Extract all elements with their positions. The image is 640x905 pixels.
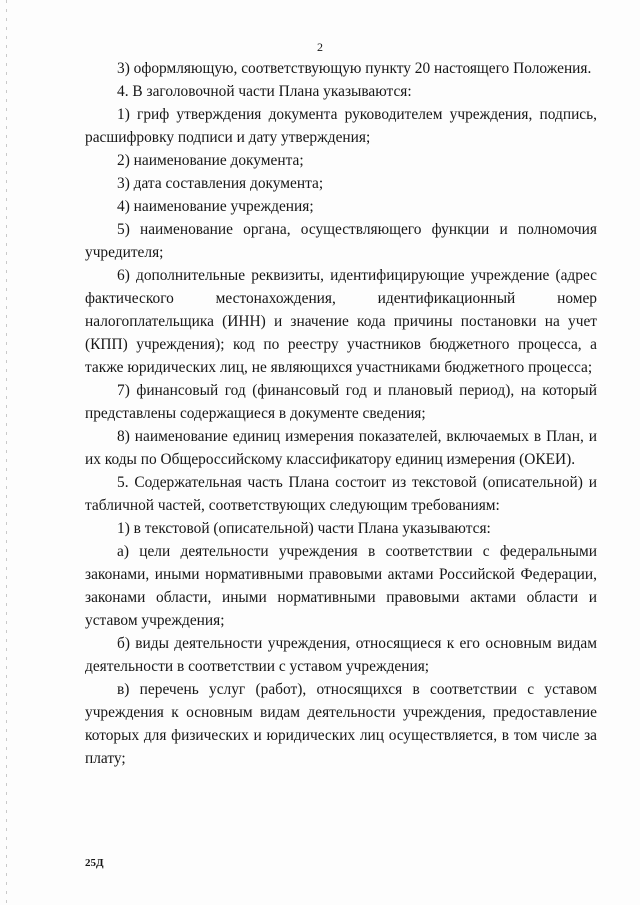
paragraph-section-5-content: 5. Содержательная часть Плана состоит из текстовой (описательной) и табличной частей, соответствующих следующим требованиям: (85, 474, 597, 514)
paragraph-additional-details: 6) дополнительные реквизиты, идентифицирующие учреждение (адрес фактического местонахождения, идентификационный номер налогоплательщика (ИНН) и значение кода причины постановки на учет (КПП) учреждения); код по реестру участников бюджетного процесса, а также юридических лиц, не являющихся участниками бюджетного процесса; (85, 267, 597, 376)
paragraph-activities: б) виды деятельности учреждения, относящиеся к его основным видам деятельности в соответствии с уставом учреждения; (85, 635, 597, 675)
paragraph-document-name: 2) наименование документа; (117, 152, 304, 169)
paragraph-compilation-date: 3) дата составления документа; (117, 175, 324, 192)
paragraph-section-4-header: 4. В заголовочной части Плана указываются: (117, 83, 412, 100)
paragraph-units-of-measure: 8) наименование единиц измерения показателей, включаемых в План, и их коды по Общероссийскому классификатору единиц измерения (ОКЕИ). (85, 428, 597, 468)
scan-edge (6, 0, 7, 905)
paragraph-approval-stamp: 1) гриф утверждения документа руководителем учреждения, подпись, расшифровку подписи и дату утверждения; (85, 106, 597, 146)
page-number: 2 (317, 40, 323, 54)
paragraph-text-part: 1) в текстовой (описательной) части Плана указываются: (117, 520, 491, 537)
paragraph-goals: а) цели деятельности учреждения в соответствии с федеральными законами, иными нормативными правовыми актами Российской Федерации, законами области, иными нормативными правовыми актами области и уставом учреждения; (85, 543, 597, 629)
paragraph-institution-name: 4) наименование учреждения; (117, 198, 314, 215)
paragraph-3-designating: 3) оформляющую, соответствующую пункту 20 настоящего Положения. (117, 60, 592, 77)
paragraph-financial-year: 7) финансовый год (финансовый год и плановый период), на который представлены содержащиеся в документе сведения; (85, 382, 597, 422)
footer-code: 25Д (85, 857, 104, 869)
paragraph-services-list: в) перечень услуг (работ), относящихся в соответствии с уставом учреждения к основным видам деятельности учреждения, предоставление которых для физических и юридических лиц осуществляется, в том числе за плату; (85, 681, 597, 767)
document-body (85, 57, 597, 770)
paragraph-founder-body: 5) наименование органа, осуществляющего функции и полномочия учредителя; (85, 221, 597, 261)
